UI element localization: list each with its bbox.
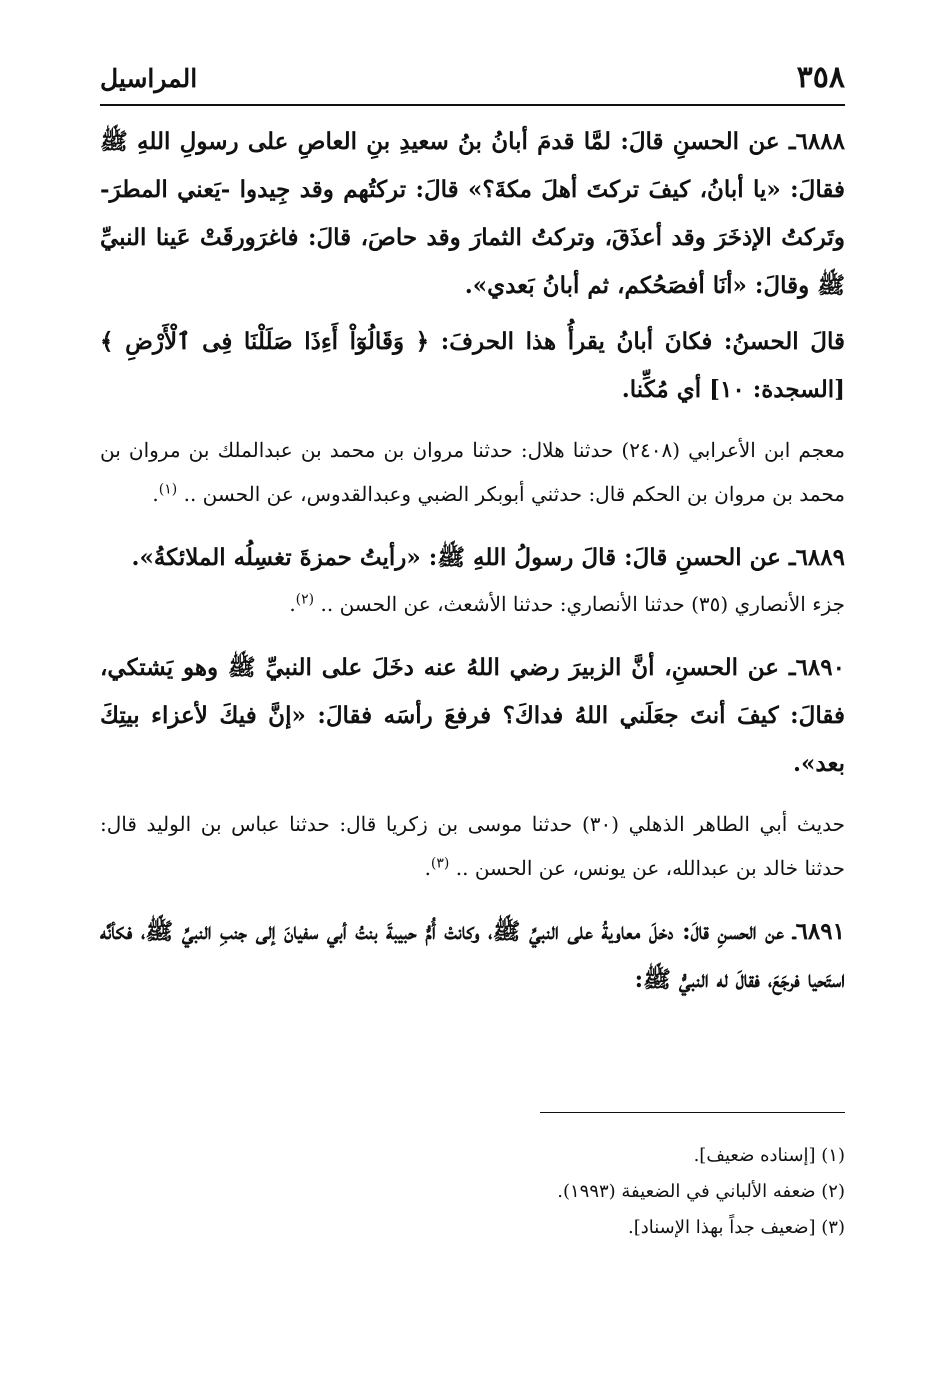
page-number: ٣٥٨ (796, 60, 845, 95)
footnote-1: (١) [إسناده ضعيف]. (693, 1145, 845, 1166)
hadith-6891: ٦٨٩١ـ عن الحسنِ قالَ: دخلَ معاويةُ على النبيِّ ﷺ، وكانتْ أُمُّ حبيبةَ بنتُ أبي سفيانَ إلى جنبِ النبيِّ ﷺ، فكأنَّه استَحيا فرجَعَ، فقالَ له النبيُّ ﷺ: (100, 918, 845, 993)
source-6889: جزء الأنصاري (٣٥) حدثنا الأنصاري: حدثنا الأشعث، عن الحسن .. $^{(٢)}$. (289, 591, 845, 616)
source-6888: معجم ابن الأعرابي (٢٤٠٨) حدثنا هلال: حدثنا مروان بن محمد بن عبدالملك بن مروان بن محمد بن مروان بن الحكم قال: حدثني أبوبكر الضبي وعبدالقدوس، عن الحسن .. $^{(١)}$. (100, 438, 846, 506)
source-text: جزء الأنصاري (٣٥) حدثنا الأنصاري: حدثنا الأشعث، عن الحسن .. (320, 592, 845, 616)
footnote-3: (٣) [ضعيف جداً بهذا الإسناد]. (627, 1217, 845, 1238)
running-title: المراسيل (100, 64, 198, 93)
hadith-6889: ٦٨٨٩ـ عن الحسنِ قالَ: قالَ رسولُ اللهِ ﷺ: «رأيتُ حمزةَ تغسِلُه الملائكةُ». (131, 544, 845, 571)
hadith-6888: ٦٨٨٨ـ عن الحسنِ قالَ: لمَّا قدمَ أبانُ بنُ سعيدِ بنِ العاصِ على رسولِ اللهِ ﷺ فقالَ: «يا أبانُ، كيفَ تركتَ أهلَ مكةَ؟» قالَ: تركتُهم وقد جِيدوا -يَعني المطرَ- وتَركتُ الإذخَرَ وقد أعذَقَ، وتركتُ الثمارَ وقد حاصَ، قالَ: فاغرَورقَتْ عَينا النبيِّ ﷺ وقالَ: «أنَا أفصَحُكم، ثم أبانُ بَعدي». (100, 128, 845, 299)
source-6890: حديث أبي الطاهر الذهلي (٣٠) حدثنا موسى بن زكريا قال: حدثنا عباس بن الوليد قال: حدثنا خالد بن عبدالله، عن يونس، عن الحسن .. $^{(٣)}$. (100, 812, 846, 880)
source-text: حديث أبي الطاهر الذهلي (٣٠) حدثنا موسى بن زكريا قال: حدثنا عباس بن الوليد قال: حدثنا خالد بن عبدالله، عن يونس، عن الحسن .. (100, 812, 846, 880)
header-rule (100, 104, 845, 106)
hadith-6888-note: قالَ الحسنُ: فكانَ أبانُ يقرأُ هذا الحرفَ: ﴿ وَقَالُوٓاْ أَءِذَا صَلَلْنَا فِى ٱلْأَرْضِ ﴾ [السجدة: ١٠] أي مُكِّنا. (100, 328, 845, 403)
footnotes (100, 1138, 845, 1246)
footnote-2: (٢) ضعفه الألباني في الضعيفة (١٩٩٣). (557, 1181, 845, 1202)
footnote-ref-3: (٣) (430, 855, 450, 872)
page-body (100, 118, 845, 1004)
footnote-separator (540, 1112, 845, 1113)
source-text: معجم ابن الأعرابي (٢٤٠٨) حدثنا هلال: حدثنا مروان بن محمد بن عبدالملك بن مروان بن محمد بن مروان بن الحكم قال: حدثني أبوبكر الضبي وعبدالقدوس، عن الحسن .. (100, 438, 846, 506)
footnote-ref-2: (٢) (295, 591, 315, 608)
footnote-ref-1: (١) (158, 481, 178, 498)
hadith-6890: ٦٨٩٠ـ عن الحسنِ، أنَّ الزبيرَ رضي اللهُ عنه دخَلَ على النبيِّ ﷺ وهو يَشتكي، فقالَ: كيفَ أنتَ جعَلَني اللهُ فداكَ؟ فرفعَ رأسَه فقالَ: «إنَّ فيكَ لأعزاء بيتِكَ بعد». (100, 654, 845, 777)
page-header (100, 58, 845, 106)
